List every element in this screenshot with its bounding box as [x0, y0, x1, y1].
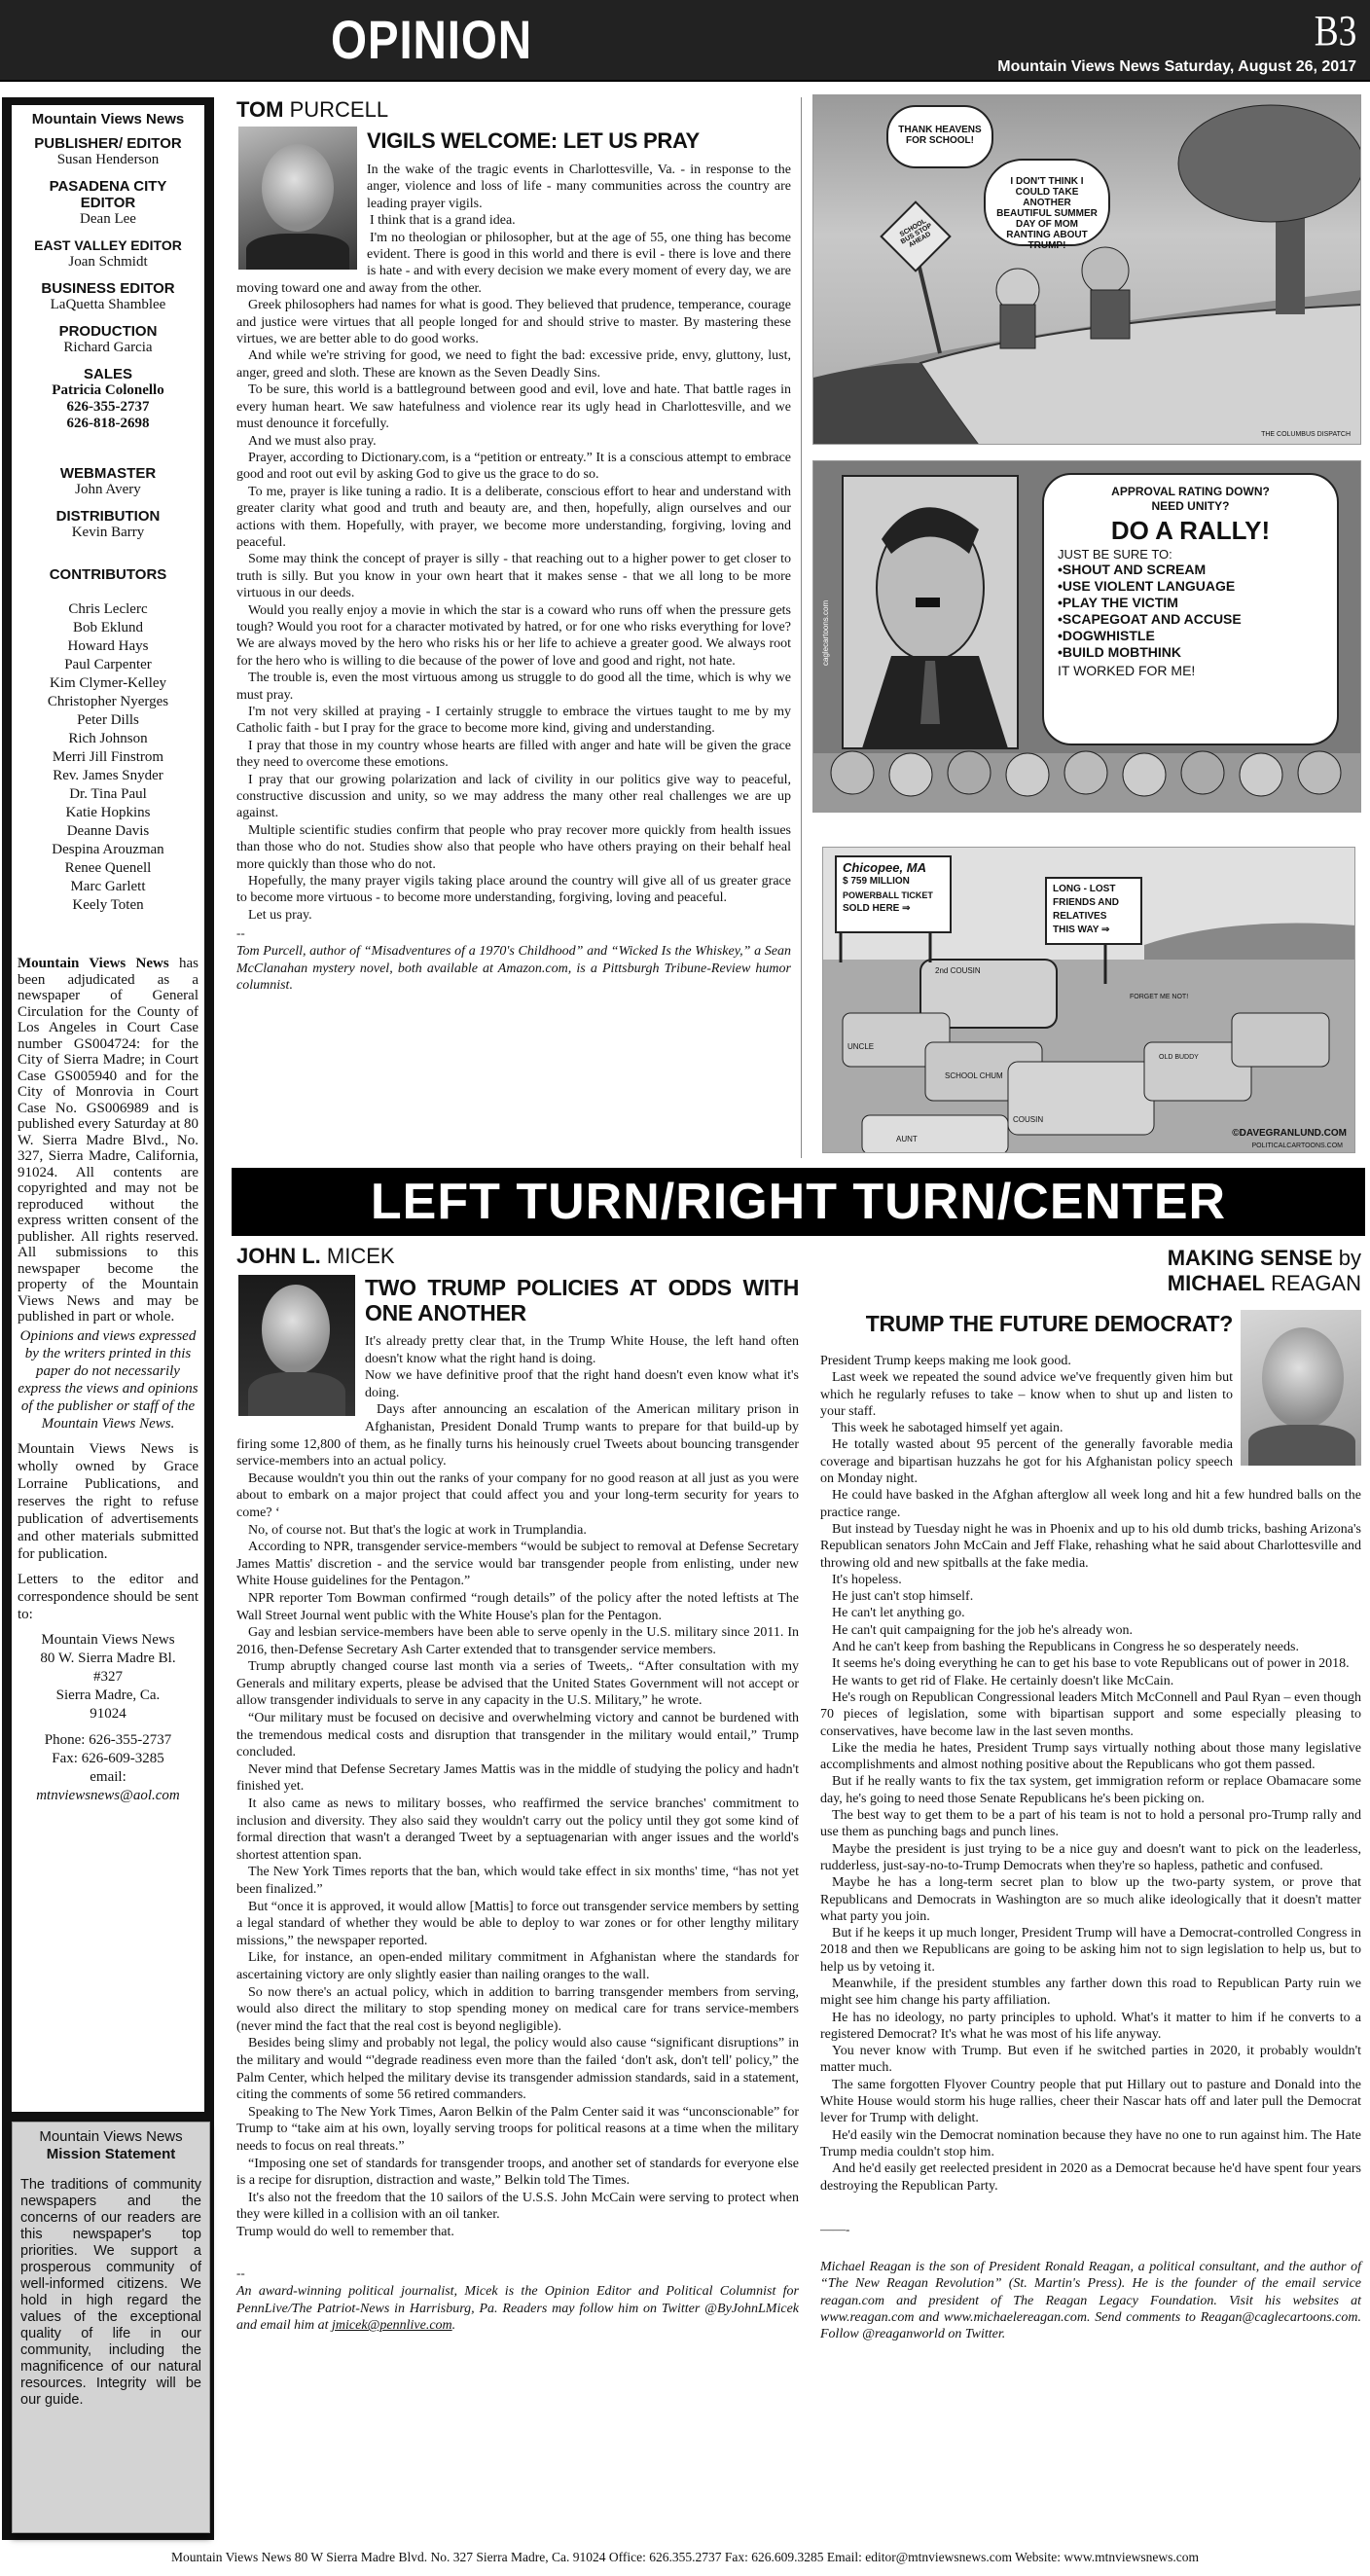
column-divider: [801, 97, 802, 1158]
paragraph: Greek philosophers had names for what is good. They believed that prudence, temperance, courage and justice were virtues that all people longed for and should strive to master. By mastering these virtues, we are better able to do good works.: [236, 298, 791, 347]
staff-role: WEBMASTER: [59, 465, 157, 482]
road-sign: SCHOOL BUS STOP AHEAD: [898, 217, 934, 249]
paragraph: It seems he's doing everything he can to get his base to vote Republicans out of power in 2018.: [832, 1656, 1350, 1672]
sales-phone-1: 626-355-2737: [66, 399, 150, 415]
contributor: Rev. James Snyder: [53, 768, 163, 783]
paragraph: I'm not very skilled at praying - I certainly struggle to embrace the virtues taught to me by my Catholic faith - but I pray for the grace to become more kind, giving and understanding.: [236, 705, 791, 737]
byline-last: MICEK: [320, 1244, 395, 1268]
paragraph: So now there's an actual policy, which in addition to barring transgender members from serving, would also direct the military to stop spending money on medical care for trans service-members (never mind the fact that the real cost is beyond negligible).: [236, 1984, 799, 2034]
paragraph: NPR reporter Tom Bowman confirmed “rough details” of the policy after the noted leftists at The Wall Street Journal went public with the White House's plan for the Pentagon.: [236, 1590, 799, 1623]
purcell-article: [236, 97, 791, 995]
paragraph: But instead by Tuesday night he was in Phoenix and up to his old dumb tricks, bashing Arizona's Republican senators John McCain and Jeff Flake, rehashing what he said about Charlottesville and throwing old and new spitballs at the fake media.: [820, 1521, 1361, 1571]
sidebar-title: Mountain Views News: [31, 111, 185, 127]
directions-sign: [1045, 877, 1142, 945]
address-line: #327: [93, 1668, 123, 1685]
staff-role: DISTRIBUTION: [55, 508, 161, 525]
legal-lead: Mountain Views News: [18, 956, 169, 971]
paragraph: He just can't stop himself.: [832, 1589, 974, 1605]
sign-line: SOLD HERE ⇒: [843, 903, 911, 914]
staff-role: PUBLISHER/ EDITOR: [34, 135, 182, 152]
paragraph: To me, prayer is like tuning a radio. It is a deliberate, conscious effort to hear and understand with greater clarity what good and truth and beauty are, and then, hopefully, align ourselves and our actions with them. Hopefully, with prayer, we become more understanding, forgiving, loving and peaceful.: [236, 484, 791, 550]
bullet-item: •PLAY THE VICTIM: [1058, 595, 1178, 610]
contributor: Kim Clymer-Kelley: [49, 675, 167, 691]
contributor: Marc Garlett: [70, 879, 146, 894]
paragraph: According to NPR, transgender service-members “would be subject to removal at Defense Secretary James Mattis' discretion - and the service would bar transgender people from enlisting, under new White House guidelines for the Pentagon.”: [236, 1540, 799, 1589]
contributor: Renee Quenell: [64, 860, 152, 876]
staff-name: Dean Lee: [80, 211, 136, 227]
paragraph: He wants to get rid of Flake. He certainly doesn't like McCain.: [832, 1673, 1174, 1688]
paragraph: Trump abruptly changed course last month via a series of Tweets,. “After consultation with my Generals and military experts, please be advised that the United States Government will not accept or allow transgender individuals to serve in any capacity in the U.S. Military,” he wrote.: [236, 1659, 799, 1709]
paragraph: You never know with Trump. But even if he switched parties in 2020, it probably wouldn't matter much.: [820, 2044, 1361, 2076]
letters-notice: Letters to the editor and correspondence should be sent to:: [18, 1571, 198, 1622]
paragraph: I pray that our growing polarization and lack of civility in our politics give way to peaceful, constructive discussion and unity, so we may address the many other real challenges we are up against.: [236, 772, 791, 821]
email-label: email:: [90, 1768, 126, 1785]
paragraph: It's already pretty clear that, in the Trump White House, the left hand often doesn't know what the right hand is doing.: [365, 1334, 799, 1366]
paragraph: Like the media he hates, President Trump says virtually nothing about those many legislative accomplishments and almost nothing positive about the Republicans who got them passed.: [820, 1740, 1361, 1773]
staff-name: Joan Schmidt: [68, 254, 148, 270]
speech-bubble: THANK HEAVENS FOR SCHOOL!: [886, 105, 993, 168]
paragraph: Maybe he has a long-term secret plan to blow up the two-party system, or prove that Republicans and Democrats in Washington are so much alike ideologically that it doesn't matter what party you join.: [820, 1875, 1361, 1924]
cartoon-credit: ©DAVEGRANLUND.COM: [1232, 1128, 1347, 1139]
paragraph: He can't let anything go.: [832, 1606, 965, 1621]
section-title: OPINION: [331, 9, 532, 70]
mailing-address: [18, 1631, 198, 1723]
bullet-item: •SCAPEGOAT AND ACCUSE: [1058, 611, 1242, 627]
address-line: 80 W. Sierra Madre Bl.: [40, 1650, 176, 1666]
speech-bubble: [1042, 473, 1339, 745]
paragraph: But if he really wants to fix the tax system, get immigration reform or replace Obamacare some day, he's going to need those Senate Republicans he's been picking on.: [820, 1774, 1361, 1806]
bubble-text: NEED UNITY?: [1151, 499, 1230, 513]
author-photo: [238, 127, 357, 270]
paragraph: In the wake of the tragic events in Charlottesville, Va. - in response to the anger, violence and loss of life - many communities across the country are leading prayer vigils.: [367, 163, 791, 211]
paragraph: This week he sabotaged himself yet again.: [832, 1421, 1064, 1436]
contributor: Rich Johnson: [68, 731, 148, 746]
contributor: Paul Carpenter: [64, 657, 152, 672]
byline-first: TOM: [236, 97, 284, 122]
car-label: OLD BUDDY: [1159, 1054, 1199, 1061]
sign-line: LONG - LOST: [1053, 884, 1116, 894]
contributor: Dr. Tina Paul: [69, 786, 147, 802]
paragraph: He totally wasted about 95 percent of the generally favorable media coverage and bipartisan huzzahs he got for his Afghanistan policy speech on Monday night.: [820, 1437, 1233, 1487]
staff-role: BUSINESS EDITOR: [41, 280, 175, 297]
paragraph: He can't quit campaigning for the job he's already won.: [832, 1622, 1134, 1638]
author-bio: Michael Reagan is the son of President Ronald Reagan, a political consultant, and the author of “The New Reagan Revolution” (St. Martin's Press). He is the founder of the email service reagan.com and president of The Reagan Legacy Foundation. Visit his websites at www.reagan.com and www.michaelereagan.com. Send comments to Reagan@caglecartoons.com. Follow @reaganworld on Twitter.: [820, 2259, 1361, 2342]
section-banner: LEFT TURN/RIGHT TURN/CENTER: [232, 1168, 1365, 1236]
editorial-cartoon-powerball: [822, 847, 1355, 1153]
sign-line: POWERBALL TICKET: [843, 890, 933, 900]
contributors-list: [18, 600, 198, 915]
billboard-sign: [835, 855, 952, 933]
bio-end: .: [451, 2318, 456, 2334]
staff-name: Susan Henderson: [56, 152, 160, 167]
staff-role: PRODUCTION: [58, 323, 158, 340]
paragraph: I pray that those in my country whose hearts are filled with anger and hate will be given the grace they need to overcome these emotions.: [236, 738, 791, 771]
bubble-text: JUST BE SURE TO:: [1058, 547, 1172, 562]
paragraph: President Trump keeps making me look good.: [820, 1354, 1071, 1368]
paragraph: And he'd easily get reelected president in 2020 as a Democrat because he'd have spent four years destroying the Republican Party.: [820, 2161, 1361, 2194]
paragraph: Because wouldn't you thin out the ranks of your company for no good reason at all just as you were about to embark on a major project that could affect you and your long-term security for years to come? ‘: [236, 1470, 799, 1520]
contributor: Bob Eklund: [72, 620, 144, 635]
staff-role: PASADENA CITY EDITOR: [49, 178, 167, 211]
headline: TRUMP THE FUTURE DEMOCRAT?: [865, 1311, 1233, 1336]
car-label: AUNT: [896, 1135, 918, 1143]
paragraph: Multiple scientific studies confirm that people who pray recover more quickly from health issues than those who do not. Studies show also that people who have others praying on their behalf heal more quickly than those who do not.: [236, 822, 791, 872]
dateline: Mountain Views News Saturday, August 26, 2017: [997, 58, 1356, 75]
paragraph: It's hopeless.: [832, 1572, 902, 1587]
contributor: Katie Hopkins: [65, 805, 151, 820]
paragraph: He could have basked in the Afghan afterglow all week long and hit a few hundred balls on the practice range.: [820, 1488, 1361, 1520]
mission-subtitle: Mission Statement: [46, 2146, 176, 2162]
paragraph: To be sure, this world is a battleground between good and evil, love and hate. That battle rages in every human heart. We saw hatefulness and violence rear its ugly head in Charlottesville, and we must denounce it forcefully.: [236, 382, 791, 432]
staff-role: EAST VALLEY EDITOR: [34, 237, 182, 253]
legal-text: has been adjudicated as a newspaper of General Circulation for the County of Los Angeles in Court Case number GS004724: for the City of Sierra Madre; in Court Case GS005940 and for the City of Monrovia in Court Case No. GS006989 and is published every Saturday at 80 W. Sierra Madre Blvd., No. 327, Sierra Madre, California, 91024. All contents are copyrighted and may not be reproduced without the express written consent of the publisher. All rights reserved. All submissions to this newspaper become the property of the Mountain Views News and may be published in part or whole.: [18, 956, 198, 1324]
car-label: UNCLE: [847, 1042, 875, 1051]
paragraph: He'd easily win the Democrat nomination because they have no one to run against him. The Hate Trump media couldn't stop him.: [820, 2127, 1361, 2159]
paragraph: Days after announcing an escalation of the American military prison in Afghanistan, President Donald Trump wants to prepare for that build-up by firing some 12,800 of them, as he finally turns his heinously cruel Tweets about bouncing transgender service-members into an actual policy.: [236, 1402, 799, 1469]
paragraph: But if he keeps it up much longer, President Trump will have a Democrat-controlled Congress in 2018 and then we Republicans are going to be asking him not to sign legislation to help us, but to help us by vetoing it.: [820, 1926, 1361, 1975]
address-line: 91024: [90, 1705, 126, 1722]
paragraph: Last week we repeated the sound advice we've frequently given him but which he regularly refuses to take – know when to shut up and listen to your staff.: [820, 1370, 1233, 1419]
paragraph: No, of course not. But that's the logic at work in Trumplandia.: [248, 1522, 587, 1538]
paragraph: I think that is a grand idea.: [370, 213, 516, 229]
byline: [236, 1244, 799, 1269]
byline-first: MICHAEL: [1167, 1271, 1265, 1295]
headline: TWO TRUMP POLICIES AT ODDS WITH ONE ANOTHER: [365, 1275, 799, 1325]
mission-title: Mountain Views News: [39, 2128, 183, 2145]
car-label: SCHOOL CHUM: [945, 1071, 1003, 1080]
paragraph: Let us pray.: [248, 907, 312, 923]
byline-last: REAGAN: [1264, 1271, 1361, 1295]
paragraph: Some may think the concept of prayer is silly - that reaching out to a higher power to get closer to truth is silly. But you know in your own heart that it makes sense - that we all long to be more virtuous in our deeds.: [236, 552, 791, 601]
paragraph: I'm no theologian or philosopher, but at the age of 55, one thing has become evident. There is good in this world and there is evil - there is love and there is hate - and with every decision we make every moment of every day, we are moving toward one and away from the other.: [236, 230, 791, 296]
car-label: 2nd COUSIN: [935, 966, 981, 975]
paragraph: It's also not the freedom that the 10 sailors of the U.S.S. John McCain were serving to protect when they were killed in a collision with an oil tanker.: [236, 2190, 799, 2223]
cartoon-credit: POLITICALCARTOONS.COM: [1251, 1143, 1343, 1149]
byline: [236, 97, 791, 123]
bullet-item: •USE VIOLENT LANGUAGE: [1058, 578, 1236, 594]
address-line: Sierra Madre, Ca.: [55, 1687, 161, 1703]
editorial-cartoon-school: [812, 94, 1361, 445]
contributor: Keely Toten: [72, 897, 144, 913]
staff-sidebar: [2, 97, 214, 2149]
column-name: MAKING SENSE: [1167, 1246, 1333, 1270]
paragraph: He's rough on Republican Congressional leaders Mitch McConnell and Paul Ryan – even though 70 pieces of legislation, some with bipartisan support and some especially pleasing to conservatives, have become law in the last seven months.: [820, 1689, 1361, 1739]
paragraph: Gay and lesbian service-members have been able to serve openly in the U.S. military since 2011. In 2016, then-Defense Secretary Ash Carter extended that to transgender service members.: [236, 1625, 799, 1657]
author-bio: Tom Purcell, author of “Misadventures of a 1970's Childhood” and “Wicked Is the Whiskey,” a Sean McClanahan mystery novel, both available at Amazon.com, is a Pittsburgh Tribune-Review humor columnist.: [236, 944, 791, 994]
paragraph: Prayer, according to Dictionary.com, is a “petition or entreaty.” It is a conscious attempt to embrace good and root out evil by asking God to give us the grace to do so.: [236, 450, 791, 483]
paragraph: Now we have definitive proof that the right hand doesn't even know what it's doing.: [365, 1368, 799, 1400]
car-label: COUSIN: [1013, 1115, 1044, 1124]
author-email-link[interactable]: jmicek@pennlive.com: [332, 2318, 452, 2334]
staff-name: Kevin Barry: [71, 525, 145, 540]
page-number: B3: [1314, 7, 1356, 54]
paragraph: Trump would do well to remember that.: [236, 2224, 454, 2239]
column-by: by: [1332, 1246, 1361, 1270]
separator: --: [236, 925, 245, 941]
paragraph: Like, for instance, an open-ended military commitment in Afghanistan where the standards for ascertaining victory are only slightly easier than nailing oranges to the wall.: [236, 1950, 799, 1982]
paragraph: The New York Times reports that the ban, which would take effect in six months' time, “has not yet been finalized.”: [236, 1865, 799, 1897]
sign-line: RELATIVES: [1053, 911, 1107, 922]
paragraph: Would you really enjoy a movie in which the star is a coward who runs off when the pressure gets tough? Would you root for a character motivated by hatred, or for one who risks everything for love? We are always moved by the hero who risks his or her life to achieve a greater good. We always root for the hero who is willing to die because of the power of love and good and right, not hate.: [236, 602, 791, 669]
article-body: [820, 1353, 1361, 2195]
mission-statement-box: [12, 2122, 210, 2533]
staff-name: LaQuetta Shamblee: [50, 297, 166, 312]
fax: Fax: 626-609-3285: [52, 1750, 164, 1766]
paragraph: Besides being slimy and probably not legal, the policy would also cause “significant disruptions” in the military and would “'degrade readiness even more than the failed ‘don't ask, don't tell' policy,” the Palm Center, which helped the military devise its transgender admission standards, said in a statement, citing the comments of some 56 retired commanders.: [236, 2036, 799, 2103]
paragraph: He has no ideology, no party principles to uphold. What's it matter to him if he converts to a registered Democrat? It's what he was most of his life anyway.: [820, 2010, 1361, 2042]
phone: Phone: 626-355-2737: [44, 1731, 172, 1748]
contributor: Howard Hays: [67, 638, 149, 654]
author-photo: [1241, 1310, 1361, 1466]
bullet-item: •SHOUT AND SCREAM: [1058, 562, 1207, 577]
paragraph: Meanwhile, if the president stumbles any farther down this road to Republican Party ruin we might see him change his party affiliation.: [820, 1976, 1361, 2009]
paragraph: It also came as news to military bosses, who reaffirmed the service branches' commitment to inclusion and diversity. They also said they wouldn't carry out the policy until they got some kind of formal direction that wasn't a deranged Tweet by a septuagenarian with anger issues and the world's shortest attention span.: [236, 1796, 799, 1863]
paragraph: The best way to get them to be a part of his team is not to hold a personal pro-Trump rally and use them as punching bags and punch lines.: [820, 1808, 1361, 1840]
byline-last: PURCELL: [283, 97, 389, 122]
staff-name: Richard Garcia: [63, 340, 153, 355]
bullet-item: •BUILD MOBTHINK: [1058, 644, 1182, 660]
contributor: Peter Dills: [77, 712, 139, 728]
mission-text: The traditions of community newspapers and the concerns of our readers are this newspaper's top priorities. We support a prosperous community of well-informed citizens. We hold in high regard the values of the exceptional quality of life in our community, including the magnificence of our natural resources. Integrity will be our guide.: [20, 2177, 201, 2408]
author-bio: [236, 2283, 799, 2334]
bubble-text: DO A RALLY!: [1110, 516, 1271, 545]
paragraph: But “once it is approved, it would allow [Mattis] to force out transgender service members by setting a legal standard of whether they would be able to deploy to war zones or for other lengthy military missions,” the newspaper reported.: [236, 1899, 799, 1948]
paragraph: And we must also pray.: [248, 433, 377, 449]
email-link[interactable]: mtnviewsnews@aol.com: [36, 1787, 180, 1803]
headline: VIGILS WELCOME: LET US PRAY: [367, 128, 700, 153]
bullet-item: •DOGWHISTLE: [1058, 628, 1155, 643]
separator: --: [236, 2266, 245, 2281]
staff-name: Patricia Colonello: [52, 382, 164, 398]
paragraph: And he can't keep from bashing the Republicans in Congress he so desperately needs.: [832, 1640, 1299, 1655]
byline: [820, 1271, 1361, 1296]
paragraph: The trouble is, even the most virtuous among us struggle to do good all the time, which is why we must pray.: [236, 671, 791, 703]
disclaimer: Opinions and views expressed by the writers printed in this paper do not necessarily express the views and opinions of the publisher or staff of the Mountain Views News.: [18, 1327, 198, 1432]
reagan-article: [820, 1246, 1361, 2343]
paragraph: Hopefully, the many prayer vigils taking place around the country will give all of us greater grace to become more virtuous - to become more understanding, forgiving, loving and peaceful.: [236, 874, 791, 906]
cartoon-credit: THE COLUMBUS DISPATCH: [1261, 431, 1351, 438]
page-footer: Mountain Views News 80 W Sierra Madre Blvd. No. 327 Sierra Madre, Ca. 91024 Office: 626.355.2737 Fax: 626.609.3285 Email: editor@mtnviewsnews.com Website: www.mtnviewsnews.com: [170, 2550, 1199, 2564]
bubble-text: IT WORKED FOR ME!: [1058, 663, 1196, 678]
bio-text: An award-winning political journalist, Micek is the Opinion Editor and Political Columnist for PennLive/The Patriot-News in Harrisburg, Pa. Readers may follow him on Twitter @ByJohnLMicek and email him at: [236, 2284, 799, 2334]
micek-article: [236, 1244, 799, 2335]
sign-line: $ 759 MILLION: [843, 876, 910, 887]
ownership-notice: Mountain Views News is wholly owned by Grace Lorraine Publications, and reserves the right to refuse publication of advertisements and other materials submitted for publication.: [18, 1440, 198, 1562]
contact-info: [18, 1731, 198, 1805]
contributor: Deanne Davis: [66, 823, 150, 839]
author-photo: [238, 1275, 355, 1416]
car-label: FORGET ME NOT!: [1130, 994, 1189, 1000]
cartoon-credit: caglecartoons.com: [821, 599, 830, 666]
column-title: [820, 1246, 1361, 1271]
paragraph: “Imposing one set of standards for transgender troops, and another set of standards for everyone else is a recipe for disruption, distraction and waste,” Belkin told The Times.: [236, 2156, 799, 2189]
contributors-heading: CONTRIBUTORS: [49, 566, 167, 583]
separator: ——-: [820, 2221, 850, 2236]
paragraph: And while we're striving for good, we need to fight the bad: excessive pride, envy, gluttony, lust, anger, greed and sloth. These are known as the Seven Deadly Sins.: [236, 348, 791, 381]
paragraph: Speaking to The New York Times, Aaron Belkin of the Palm Center said it was “unconscionable” for Trump to “take aim at his own, loyally serving troops for political reasons at a time when the military needs to focus on real threats.”: [236, 2104, 799, 2154]
staff-role: SALES: [83, 366, 132, 382]
paragraph: The same forgotten Flyover Country people that put Hillary out to pasture and Donald into the White House would storm his huge rallies, cheer their Nascar hats off and later pull the Democrat lever for Trump with delight.: [820, 2077, 1361, 2126]
article-body: [236, 162, 791, 924]
sign-line: THIS WAY ⇒: [1053, 925, 1110, 935]
paragraph: Never mind that Defense Secretary James Mattis was in the middle of studying the policy and hadn't finished yet.: [236, 1761, 799, 1795]
byline-first: JOHN L.: [236, 1244, 321, 1268]
contributor: Chris Leclerc: [68, 601, 148, 617]
paragraph: Maybe the president is just trying to be a nice guy and doesn't want to pick on the leaderless, rudderless, just-say-no-to-Trump Democrats when they're so hapless, pathetic and confused.: [820, 1841, 1361, 1873]
contributor: Christopher Nyerges: [47, 694, 169, 709]
address-line: Mountain Views News: [41, 1631, 175, 1648]
bubble-text: APPROVAL RATING DOWN?: [1111, 485, 1270, 498]
speech-bubble: I DON'T THINK I COULD TAKE ANOTHER BEAUTIFUL SUMMER DAY OF MOM RANTING ABOUT TRUMP!: [984, 159, 1110, 246]
article-body: [236, 1333, 799, 2240]
staff-name: John Avery: [75, 482, 141, 497]
cartoon-credit: © WOLVERTON: [1325, 661, 1335, 718]
contributor: Merri Jill Finstrom: [52, 749, 164, 765]
masthead: [0, 0, 1370, 82]
legal-notice: [18, 956, 198, 1325]
contributor: Despina Arouzman: [52, 842, 164, 857]
sign-line: Chicopee, MA: [843, 860, 926, 875]
editorial-cartoon-rally: [812, 460, 1361, 813]
sign-line: FRIENDS AND: [1053, 897, 1119, 908]
sales-phone-2: 626-818-2698: [66, 416, 150, 431]
paragraph: “Our military must be focused on decisive and overwhelming victory and cannot be burdened with the tremendous medical costs and disruption that transgender in the military would entail,” Trump concluded.: [236, 1711, 799, 1760]
